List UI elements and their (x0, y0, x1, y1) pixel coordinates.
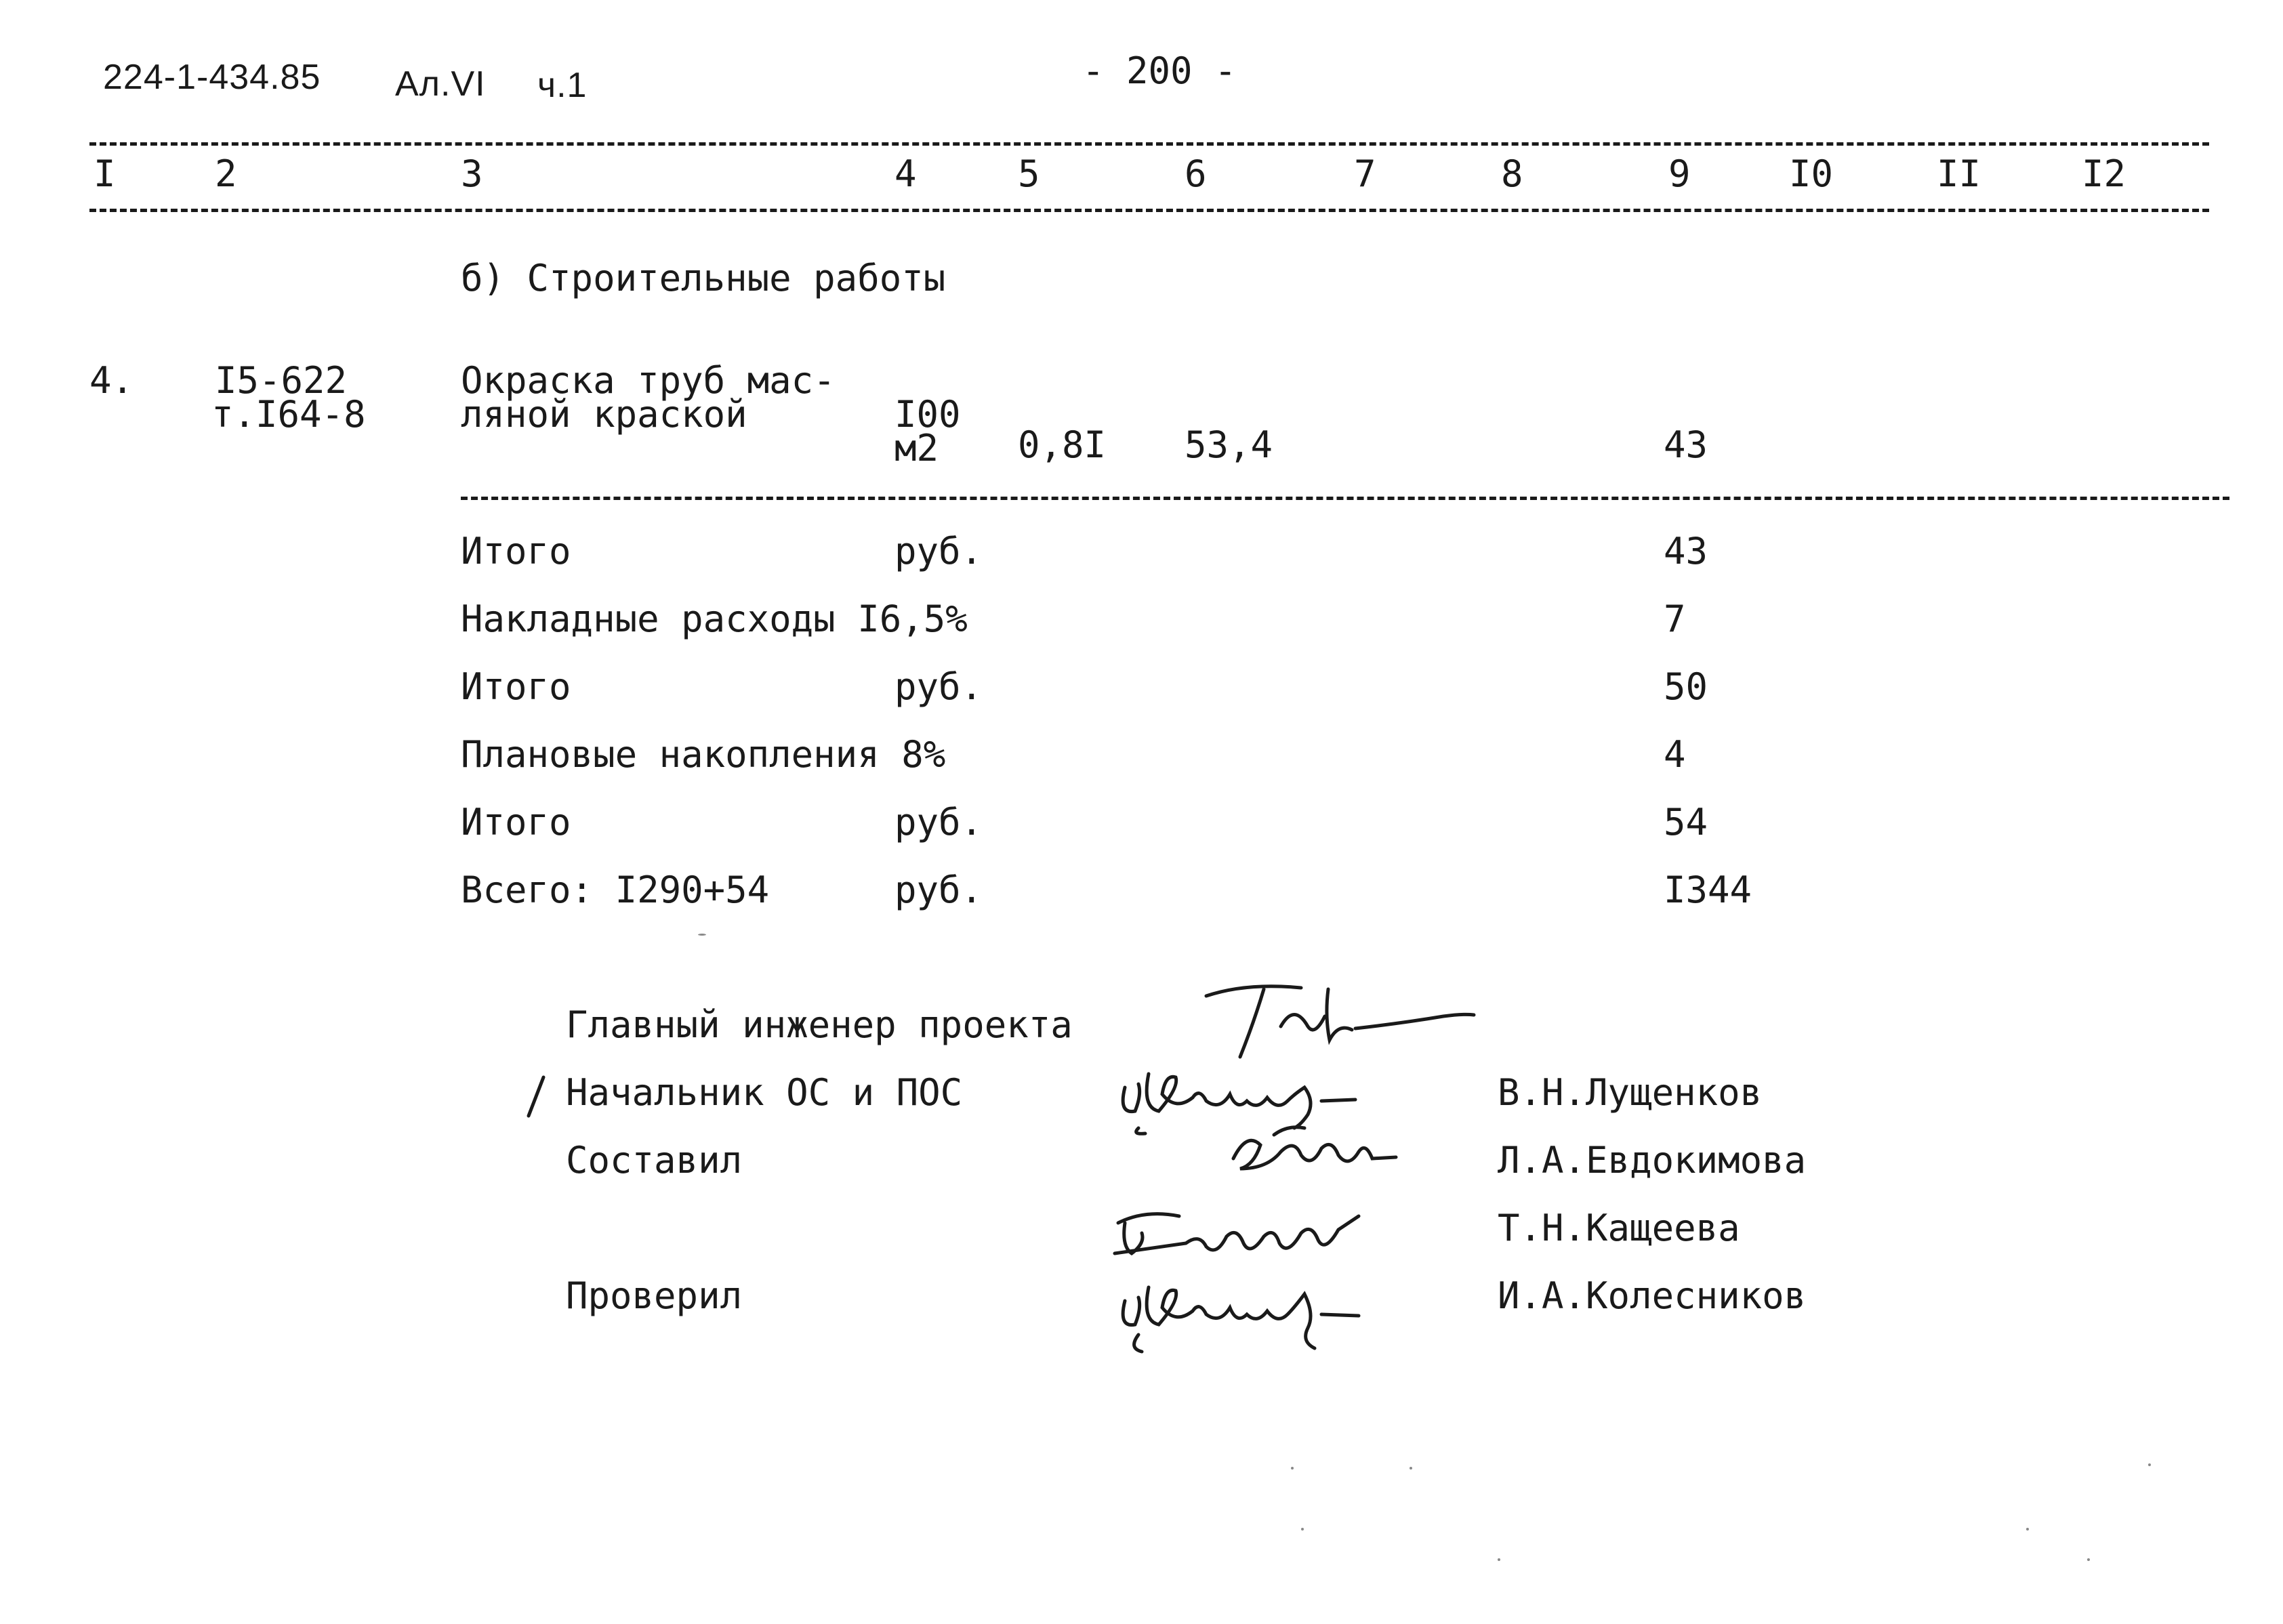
scan-speck (2026, 1528, 2029, 1531)
name-compiled-by: Л.А.Евдокимова (1498, 1139, 1807, 1182)
item-bottom-rule (461, 497, 2229, 500)
summary-value-1: 43 (1664, 530, 1708, 572)
album-number: Ал.VI (395, 64, 486, 104)
name-head-os-pos: В.Н.Лущенков (1498, 1071, 1763, 1114)
scan-speck (1498, 1558, 1500, 1561)
scan-speck (1301, 1528, 1304, 1531)
summary-unit-1: руб. (894, 530, 983, 572)
column-header-1: I (94, 152, 116, 195)
column-header-11: II (1937, 152, 1981, 195)
column-header-6: 6 (1185, 152, 1207, 195)
summary-unit-5: руб. (894, 801, 983, 844)
doc-code: 224-1-434.85 (103, 58, 321, 97)
summary-label-5: Итого (461, 801, 571, 844)
summary-label-4: Плановые накопления 8% (461, 733, 946, 776)
summary-value-6: I344 (1664, 869, 1752, 911)
signature-compiled-by (1220, 1118, 1423, 1179)
role-compiled-by: Составил (566, 1139, 743, 1182)
section-title: б) Строительные работы (461, 257, 946, 299)
summary-label-1: Итого (461, 530, 571, 572)
column-header-7: 7 (1354, 152, 1376, 195)
item-number: 4. (89, 359, 134, 402)
summary-unit-3: руб. (894, 665, 983, 708)
scan-speck (1291, 1467, 1294, 1470)
column-header-5: 5 (1018, 152, 1040, 195)
scan-speck (2148, 1463, 2151, 1466)
column-header-8: 8 (1501, 152, 1523, 195)
name-compiler-2: Т.Н.Кащеева (1498, 1207, 1740, 1249)
scan-speck (2087, 1558, 2090, 1561)
page-number: - 200 - (1082, 49, 1237, 92)
column-header-9: 9 (1668, 152, 1691, 195)
summary-value-2: 7 (1664, 598, 1686, 640)
item-total: 43 (1664, 423, 1708, 466)
margin-tick-mark (523, 1074, 550, 1121)
column-header-3: 3 (461, 152, 483, 195)
header-top-rule (89, 142, 2209, 146)
part-number: ч.1 (537, 66, 588, 105)
column-header-4: 4 (894, 152, 917, 195)
summary-label-2: Накладные расходы I6,5% (461, 598, 968, 640)
scan-speck (698, 934, 706, 936)
summary-unit-6: руб. (894, 869, 983, 911)
role-checked-by: Проверил (566, 1274, 743, 1317)
column-header-12: I2 (2082, 152, 2126, 195)
signature-checked-by (1111, 1260, 1423, 1355)
item-code-line1: I5-622 (215, 359, 348, 402)
summary-label-6: Всего: I290+54 (461, 869, 770, 911)
item-code-line2: т.I64-8 (211, 393, 366, 436)
item-unit-line2: м2 (894, 427, 939, 470)
column-header-10: I0 (1789, 152, 1834, 195)
summary-value-5: 54 (1664, 801, 1708, 844)
summary-value-3: 50 (1664, 665, 1708, 708)
item-unit-line1: I00 (894, 393, 961, 436)
summary-value-4: 4 (1664, 733, 1686, 776)
column-header-2: 2 (215, 152, 237, 195)
role-head-os-pos: Начальник ОС и ПОС (566, 1071, 963, 1114)
item-unit-price: 53,4 (1185, 423, 1273, 466)
item-quantity: 0,8I (1018, 423, 1107, 466)
summary-label-3: Итого (461, 665, 571, 708)
role-chief-engineer: Главный инженер проекта (566, 1003, 1073, 1046)
name-checked-by: И.А.Колесников (1498, 1274, 1807, 1317)
signature-compiler-2 (1105, 1196, 1376, 1270)
scan-speck (1410, 1467, 1412, 1470)
item-name-line2: ляной краской (461, 393, 747, 436)
item-name-line1: Окраска труб мас- (461, 359, 836, 402)
header-bottom-rule (89, 209, 2209, 212)
